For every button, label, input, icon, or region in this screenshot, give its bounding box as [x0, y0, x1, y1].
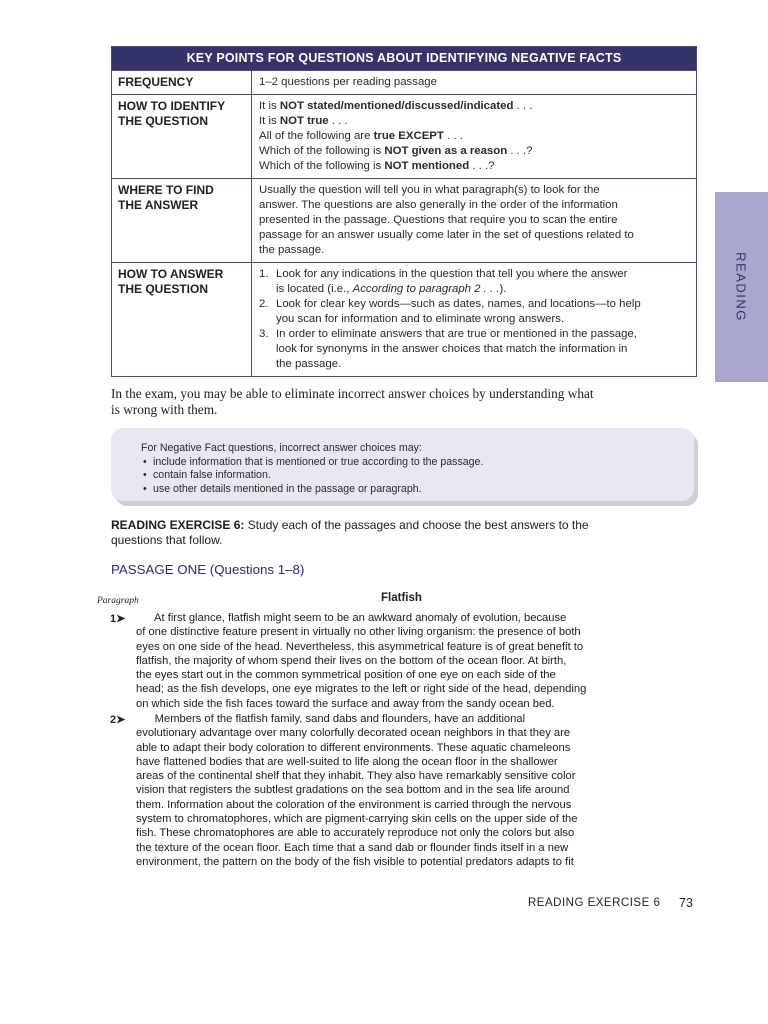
label-where: WHERE TO FIND THE ANSWER: [112, 179, 252, 262]
paragraph-1: At first glance, flatfish might seem to be an awkward anomaly of evolution, because of one distinctive feature present in virtually no other living organism: the presence of both eyes on one side of the head. Nevertheless, this asymmetrical feature is of great benefit to flatfish, the majority of whom spend their lives on the bottom of the ocean floor. At birth, the eyes start out in the common symmetrical position of one eye on each side of the head; as the fish develops, one eye migrates to the left or right side of the head, depending on which side the fish faces toward the surface and away from the sandy ocean bed.: [136, 612, 587, 710]
paragraph-2: Members of the flatfish family, sand dabs and flounders, have an additional evolutionary advantage over many colorfully decorated ocean neighbors in that they are able to adapt their body coloration to different environments. These aquatic chameleons have flattened bodies that are well-suited to life along the ocean floor in the shallower areas of the continental shelf that they inhabit. They also have remarkably sensitive color vision that registers the subtlest gradations on the sea bottom and in the sea life around them. Information about the coloration of the environment is carried through the nervous system to chromatophores, which are pigment-carrying skin cells on the upper side of the fish. These chromatophores are able to accurately reproduce not only the colors but also the texture of the ocean floor. Each time that a sand dab or flounder finds itself in a new environment, the pattern on the body of the fish visible to potential predators adapts to fit: [136, 713, 578, 868]
paragraph-1-marker: 1➤: [110, 613, 126, 625]
list-item: • contain false information.: [143, 469, 271, 481]
running-footer: READING EXERCISE 6: [528, 897, 661, 909]
key-points-table: [111, 46, 697, 377]
intro-paragraph: In the exam, you may be able to eliminate incorrect answer choices by understanding what is wrong with them.: [111, 386, 594, 417]
body-identify: [252, 95, 696, 178]
bullet-icon: •: [143, 469, 147, 481]
section-side-tab: [715, 192, 768, 382]
bullet-icon: •: [143, 482, 147, 495]
label-answer: HOW TO ANSWER THE QUESTION: [112, 263, 252, 376]
label-frequency: FREQUENCY: [112, 71, 252, 94]
tip-callout: [111, 428, 694, 501]
identify-line: Which of the following is NOT given as a reason . . .?: [259, 145, 533, 157]
exercise-instructions: READING EXERCISE 6: Study each of the passages and choose the best answers to the questions that follow.: [111, 518, 589, 547]
side-tab-label: READING: [733, 252, 749, 322]
list-item: 3. In order to eliminate answers that are true or mentioned in the passage, look for synonyms in the answer choices that match the information in the passage.: [259, 328, 637, 370]
label-identify: HOW TO IDENTIFY THE QUESTION: [112, 95, 252, 178]
identify-line: All of the following are true EXCEPT . . .: [259, 130, 463, 142]
body-where: Usually the question will tell you in what paragraph(s) to look for the answer. The questions are also generally in the order of the information presented in the passage. Questions that require you to scan the entire passage for an answer usually come later in the set of questions related to the passage.: [259, 184, 634, 256]
row-where: [112, 178, 696, 262]
callout-lead: For Negative Fact questions, incorrect answer choices may:: [141, 442, 422, 454]
body-answer: [252, 263, 696, 376]
bullet-icon: •: [143, 455, 147, 468]
list-item: • use other details mentioned in the passage or paragraph.: [143, 482, 422, 495]
body-frequency: 1–2 questions per reading passage: [259, 76, 437, 88]
row-frequency: [112, 70, 696, 94]
passage-title: Flatfish: [381, 592, 422, 604]
page-number: 73: [679, 896, 693, 910]
row-identify: [112, 94, 696, 178]
list-item: 1. Look for any indications in the question that tell you where the answer is located (i.e., According to paragraph 2 . . .).: [259, 268, 628, 295]
passage-heading: PASSAGE ONE (Questions 1–8): [111, 562, 305, 577]
paragraph-2-marker: 2➤: [110, 714, 126, 726]
list-item: 2. Look for clear key words—such as dates, names, and locations—to help you scan for information and to eliminate wrong answers.: [259, 298, 641, 325]
table-title: KEY POINTS FOR QUESTIONS ABOUT IDENTIFYING NEGATIVE FACTS: [112, 47, 696, 70]
identify-line: It is NOT true . . .: [259, 115, 348, 127]
row-answer: [112, 262, 696, 376]
identify-line: It is NOT stated/mentioned/discussed/indicated . . .: [259, 100, 533, 112]
identify-line: Which of the following is NOT mentioned . . .?: [259, 160, 495, 172]
list-item: • include information that is mentioned or true according to the passage.: [143, 455, 484, 468]
paragraph-column-label: Paragraph: [97, 596, 139, 606]
